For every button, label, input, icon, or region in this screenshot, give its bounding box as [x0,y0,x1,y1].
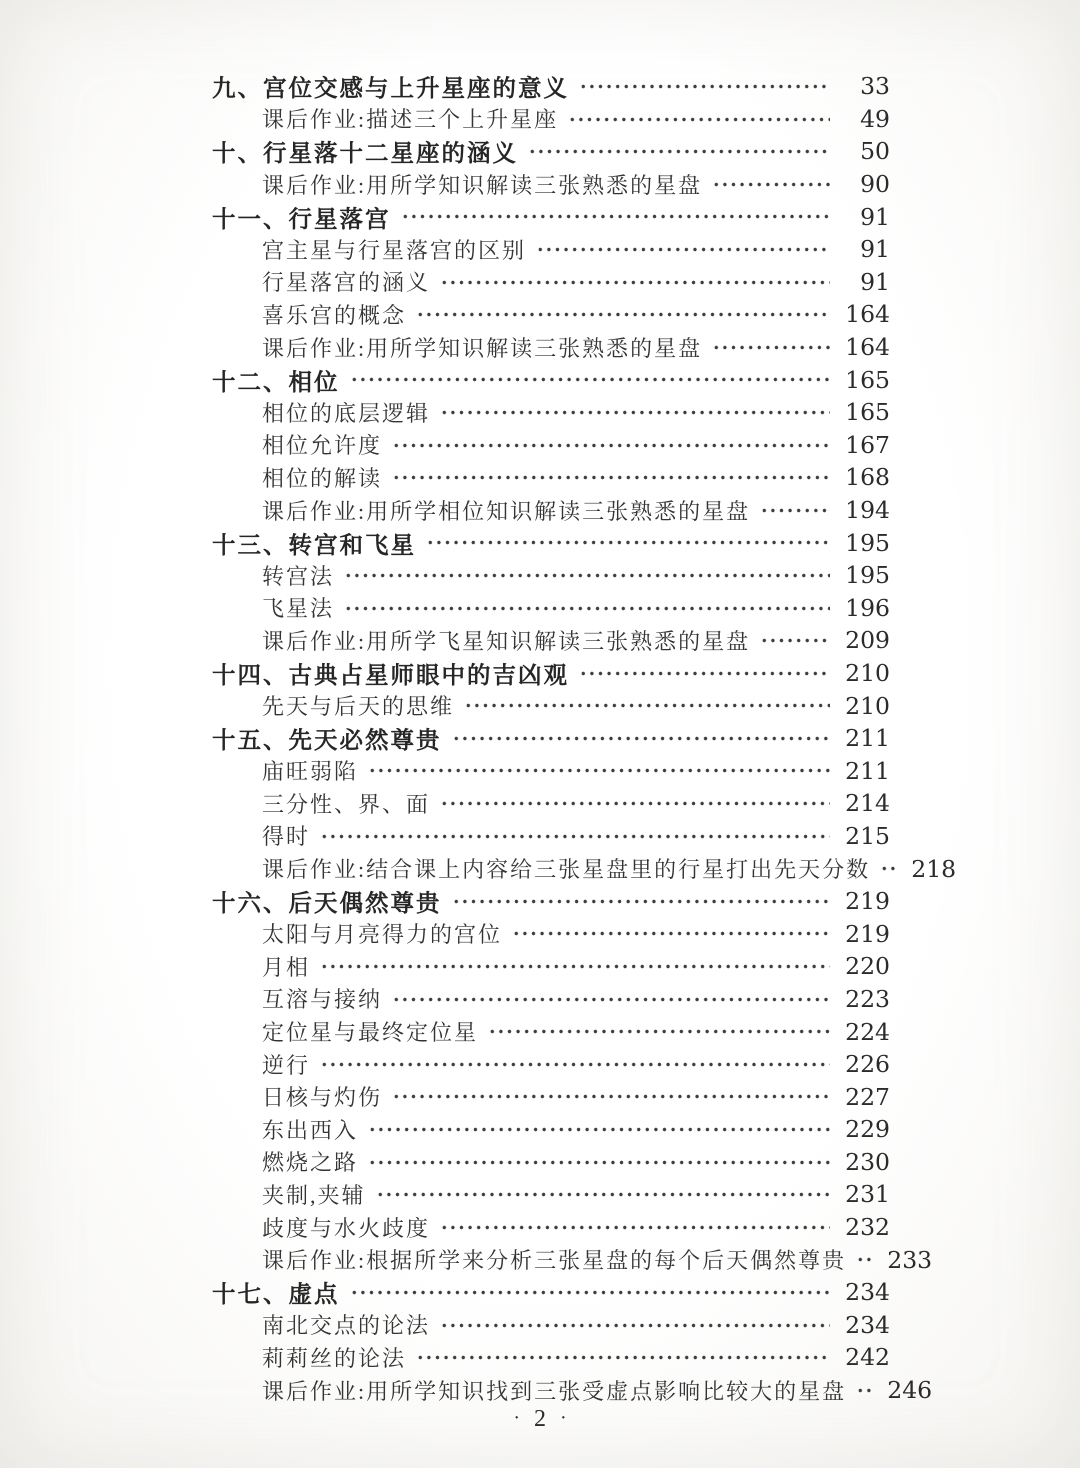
toc-entry-label: 十六、后天偶然尊贵 [212,891,442,918]
toc-entry-page: 246 [887,1376,933,1405]
toc-entry-page: 165 [845,365,890,394]
toc-entry-label: 飞星法 [262,596,335,622]
toc-entry-label: 相位允许度 [262,433,383,459]
dot-leader [440,787,830,820]
dot-leader [536,233,830,266]
toc-entry-label: 定位星与最终定位星 [262,1020,479,1046]
toc-entry-page: 231 [845,1180,890,1209]
toc-row [212,298,890,331]
toc-row [212,657,890,690]
toc-row [212,363,890,396]
toc-row [212,526,890,559]
toc-entry-label: 喜乐宫的概念 [262,302,407,328]
toc-entry-label: 互溶与接纳 [262,987,383,1013]
toc-entry-label: 日核与灼伤 [262,1085,383,1111]
toc-entry-label: 课后作业:用所学知识解读三张熟悉的星盘 [262,335,703,361]
page-footer [0,1406,1080,1433]
toc-row [212,1015,890,1048]
toc-row [212,1276,890,1309]
toc-row [212,233,890,266]
dot-leader [392,429,830,462]
toc-entry-label: 课后作业:用所学知识解读三张熟悉的星盘 [262,172,703,198]
toc-row [212,494,890,527]
dot-leader [426,526,830,559]
toc-entry-label: 十二、相位 [212,369,340,396]
dot-leader [440,1211,830,1244]
toc-entry-page: 232 [845,1213,890,1242]
toc-row [212,983,890,1016]
toc-entry-label: 莉莉丝的论法 [262,1345,407,1371]
dot-leader [452,885,831,918]
toc-entry-label: 先天与后天的思维 [262,694,455,720]
toc-entry-label: 宫主星与行星落宫的区别 [262,237,527,263]
dot-leader [392,1080,830,1113]
footer-left-dot: · [513,1407,520,1429]
dot-leader [760,494,830,527]
toc-entry-page: 90 [860,170,890,199]
toc-row [212,852,957,885]
toc-entry-label: 太阳与月亮得力的宫位 [262,922,503,948]
toc-entry-page: 196 [845,593,890,622]
toc-entry-page: 165 [845,398,890,427]
toc-entry-page: 210 [845,691,890,720]
toc-entry-label: 得时 [262,824,311,850]
toc-entry-page: 223 [845,984,890,1013]
toc-row [212,396,890,429]
toc-entry-label: 相位的底层逻辑 [262,400,431,426]
toc-row [212,266,890,299]
dot-leader [350,1276,831,1309]
dot-leader [512,917,830,950]
dot-leader [401,200,831,233]
dot-leader [568,103,830,136]
toc-entry-page: 226 [845,1050,890,1079]
dot-leader [579,70,830,103]
dot-leader [452,722,831,755]
dot-leader [320,820,830,853]
toc-row [212,559,890,592]
toc-entry-page: 49 [860,104,890,133]
toc-entry-page: 227 [845,1082,890,1111]
toc-row [212,1341,890,1374]
toc-row [212,331,890,364]
toc-entry-page: 91 [860,202,890,231]
toc-entry-page: 224 [845,1017,890,1046]
toc-row [212,820,890,853]
toc-row [212,1080,890,1113]
toc-entry-page: 220 [845,952,890,981]
toc-entry-page: 164 [845,300,890,329]
toc-entry-page: 91 [860,235,890,264]
toc-entry-label: 课后作业:用所学知识找到三张受虚点影响比较大的星盘 [262,1378,847,1404]
toc-entry-page: 211 [845,724,890,753]
toc-entry-page: 168 [845,463,890,492]
toc-entry-label: 课后作业:用所学飞星知识解读三张熟悉的星盘 [262,628,751,654]
toc-entry-page: 219 [845,919,890,948]
toc-entry-page: 215 [845,821,890,850]
dot-leader [880,852,896,885]
dot-leader [392,461,830,494]
toc-row [212,461,890,494]
toc-row [212,592,890,625]
toc-row [212,70,890,103]
toc-entry-page: 195 [845,528,890,557]
toc-row [212,1048,890,1081]
toc-entry-page: 210 [845,658,890,687]
toc-entry-label: 十三、转宫和飞星 [212,532,416,559]
toc-entry-page: 234 [845,1310,890,1339]
dot-leader [488,1015,830,1048]
toc-entry-label: 十、行星落十二星座的涵义 [212,141,518,168]
toc-entry-label: 夹制,夹辅 [262,1182,366,1208]
toc-row [212,135,890,168]
toc-entry-label: 课后作业:描述三个上升星座 [262,107,559,133]
toc-entry-label: 南北交点的论法 [262,1313,431,1339]
dot-leader [528,135,830,168]
dot-leader [856,1243,872,1276]
toc-row [212,624,890,657]
toc-row [212,1243,933,1276]
toc-row [212,722,890,755]
footer-right-dot: · [560,1407,567,1429]
dot-leader [856,1374,872,1407]
toc-entry-page: 242 [845,1343,890,1372]
dot-leader [368,1146,830,1179]
toc-entry-page: 218 [911,854,957,883]
toc-row [212,1211,890,1244]
toc-entry-label: 月相 [262,954,311,980]
toc-row [212,200,890,233]
toc-entry-page: 33 [860,72,890,101]
toc-entry-page: 219 [845,887,890,916]
toc-row [212,168,890,201]
dot-leader [416,1341,830,1374]
dot-leader [712,331,830,364]
toc-entry-label: 三分性、界、面 [262,791,431,817]
dot-leader [350,363,831,396]
toc-entry-label: 课后作业:结合课上内容给三张星盘里的行星打出先天分数 [262,857,871,883]
toc-row [212,917,890,950]
dot-leader [368,754,830,787]
toc-row [212,1374,933,1407]
table-of-contents [212,70,957,1406]
toc-row [212,1146,890,1179]
dot-leader [464,689,830,722]
toc-entry-label: 燃烧之路 [262,1150,359,1176]
dot-leader [344,592,830,625]
toc-row [212,103,890,136]
toc-row [212,429,890,462]
dot-leader [376,1178,830,1211]
dot-leader [344,559,830,592]
toc-entry-label: 九、宫位交感与上升星座的意义 [212,76,569,103]
toc-entry-label: 歧度与水火歧度 [262,1215,431,1241]
toc-entry-label: 十四、古典占星师眼中的吉凶观 [212,662,569,689]
dot-leader [760,624,830,657]
toc-entry-page: 233 [887,1245,933,1274]
toc-entry-page: 164 [845,333,890,362]
toc-entry-label: 十七、虚点 [212,1282,340,1309]
toc-row [212,787,890,820]
dot-leader [579,657,830,690]
toc-entry-label: 东出西入 [262,1117,359,1143]
toc-entry-label: 课后作业:用所学相位知识解读三张熟悉的星盘 [262,498,751,524]
toc-row [212,689,890,722]
toc-entry-label: 庙旺弱陷 [262,759,359,785]
toc-entry-page: 50 [860,137,890,166]
toc-entry-page: 209 [845,626,890,655]
footer-page-number: 2 [534,1406,546,1432]
toc-entry-page: 91 [860,267,890,296]
toc-entry-page: 214 [845,789,890,818]
toc-row [212,1113,890,1146]
toc-row [212,1309,890,1342]
toc-row [212,1178,890,1211]
dot-leader [712,168,830,201]
toc-entry-label: 相位的解读 [262,465,383,491]
dot-leader [320,1048,830,1081]
dot-leader [440,1309,830,1342]
toc-entry-label: 行星落宫的涵义 [262,270,431,296]
toc-entry-label: 逆行 [262,1052,311,1078]
toc-entry-label: 十五、先天必然尊贵 [212,728,442,755]
toc-row [212,885,890,918]
toc-entry-page: 211 [845,756,890,785]
dot-leader [440,396,830,429]
dot-leader [440,266,830,299]
dot-leader [416,298,830,331]
toc-entry-page: 234 [845,1278,890,1307]
dot-leader [392,983,830,1016]
toc-entry-label: 转宫法 [262,563,335,589]
toc-entry-label: 课后作业:根据所学来分析三张星盘的每个后天偶然尊贵 [262,1248,847,1274]
toc-row [212,754,890,787]
toc-entry-page: 229 [845,1115,890,1144]
dot-leader [320,950,830,983]
toc-entry-page: 194 [845,496,890,525]
toc-entry-label: 十一、行星落宫 [212,206,391,233]
toc-entry-page: 195 [845,561,890,590]
dot-leader [368,1113,830,1146]
toc-entry-page: 167 [845,430,890,459]
toc-entry-page: 230 [845,1147,890,1176]
toc-row [212,950,890,983]
